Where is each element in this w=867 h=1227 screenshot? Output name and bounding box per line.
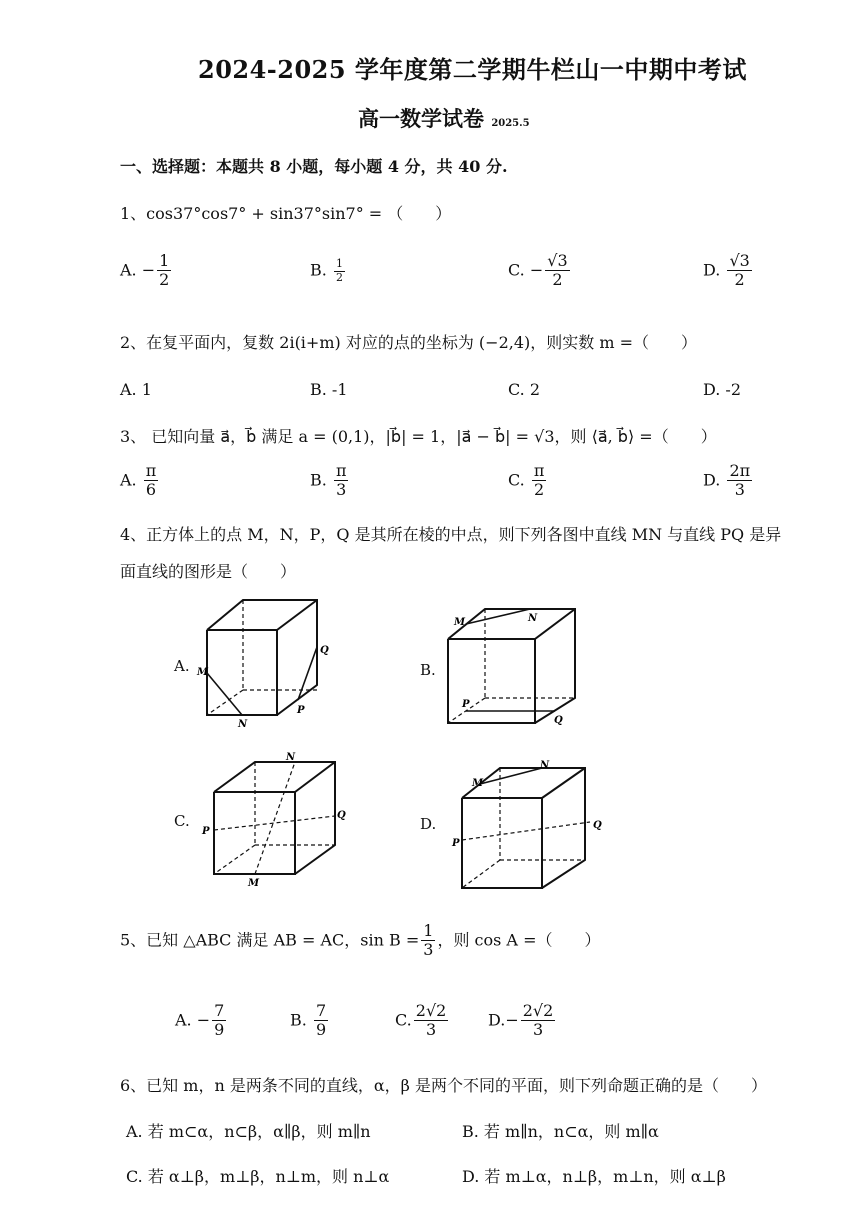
q1-option-a: A. − $\frac{1}{2}$ (120, 251, 170, 290)
point-n-label: N (238, 719, 248, 730)
cube-figure-c (200, 750, 350, 890)
point-q-label: Q (554, 715, 563, 726)
q2-option-b: B. -1 (310, 380, 348, 399)
subtitle-text: 高一数学试卷 (358, 106, 484, 131)
q5-option-c: C. $\frac{2√2}{3}$ (395, 1001, 447, 1040)
q5-option-a: A. − $\frac{7}{9}$ (175, 1001, 225, 1040)
q2-option-d: D. -2 (703, 380, 742, 399)
question-4-stem-line2: 面直线的图形是（ ） (120, 562, 297, 581)
q3-option-a: A. $\frac{\pi}{6}$ (120, 461, 157, 500)
q5-option-b: B. $\frac{7}{9}$ (290, 1001, 327, 1040)
point-n-label: N (528, 613, 538, 624)
exam-date: 2025.5 (491, 118, 530, 129)
q3-option-d: D. $\frac{2\pi}{3}$ (703, 461, 751, 500)
point-m-label: M (472, 778, 484, 789)
figure-b-label: B. (420, 661, 436, 679)
question-5-stem: 5、已知 △ABC 满足 AB = AC，sin B = $\frac{1}{3}$ ，则 cos A =（ ） (120, 921, 601, 960)
figure-d-label: D. (420, 815, 437, 833)
point-m-label: M (454, 617, 466, 628)
point-p-label: P (452, 838, 460, 849)
cube-figure-a (195, 595, 340, 730)
q3-option-b: B. $\frac{\pi}{3}$ (310, 461, 347, 500)
question-3-stem: 3、 已知向量 a⃗，b⃗ 满足 a = (0,1)，|b⃗| = 1，|a⃗ − b⃗| = √3，则 ⟨a⃗, b⃗⟩ =（ ） (120, 427, 717, 446)
section-heading: 一、选择题：本题共 8 小题，每小题 4 分，共 40 分. (120, 157, 508, 176)
cube-figure-d (450, 760, 610, 895)
q6-option-a: A. 若 m⊂α，n⊂β，α∥β，则 m∥n (126, 1122, 371, 1141)
point-p-label: P (297, 705, 305, 716)
point-q-label: Q (593, 820, 602, 831)
point-m-label: M (197, 667, 209, 678)
q1-option-b: B. $\frac{1}{2}$ (310, 257, 343, 284)
cube-figure-b (440, 603, 585, 728)
figure-c-label: C. (174, 812, 190, 830)
q2-option-a: A. 1 (120, 380, 152, 399)
q5-option-d: D.− $\frac{2√2}{3}$ (488, 1001, 554, 1040)
exam-title: 2024-2025 学年度第二学期牛栏山一中期中考试 (198, 55, 747, 84)
q6-option-c: C. 若 α⊥β，m⊥β，n⊥m，则 n⊥α (126, 1167, 390, 1186)
point-m-label: M (248, 878, 260, 889)
q1-option-d: D. $\frac{√3}{2}$ (703, 251, 750, 290)
question-1-stem: 1、cos37°cos7° + sin37°sin7° = （ ） (120, 204, 452, 223)
point-p-label: P (202, 826, 210, 837)
q3-option-c: C. $\frac{\pi}{2}$ (508, 461, 545, 500)
point-q-label: Q (320, 645, 329, 656)
q2-option-c: C. 2 (508, 380, 541, 399)
question-4-stem-line1: 4、正方体上的点 M，N，P，Q 是其所在棱的中点，则下列各图中直线 MN 与直线 PQ 是异 (120, 525, 782, 544)
point-p-label: P (462, 699, 470, 710)
point-n-label: N (286, 752, 296, 763)
q6-option-b: B. 若 m∥n，n⊂α，则 m∥α (462, 1122, 659, 1141)
q6-option-d: D. 若 m⊥α，n⊥β，m⊥n，则 α⊥β (462, 1167, 726, 1186)
question-6-stem: 6、已知 m，n 是两条不同的直线，α，β 是两个不同的平面，则下列命题正确的是（ ） (120, 1076, 767, 1095)
figure-a-label: A. (174, 657, 190, 675)
q1-option-c: C. − $\frac{√3}{2}$ (508, 251, 568, 290)
point-n-label: N (540, 760, 550, 771)
point-q-label: Q (337, 810, 346, 821)
exam-subtitle (358, 103, 530, 133)
question-2-stem: 2、在复平面内，复数 2i(i+m) 对应的点的坐标为 (−2,4)，则实数 m =（ ） (120, 333, 698, 352)
